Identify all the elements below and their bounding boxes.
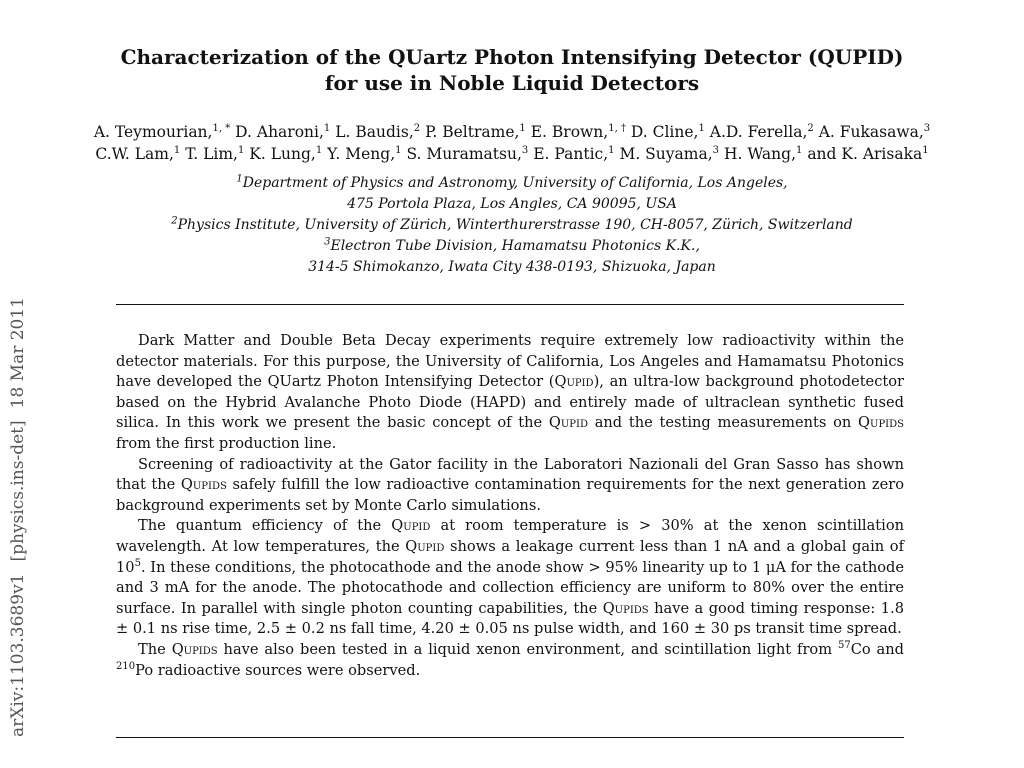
affiliation-1-marker: 1 [236,173,243,185]
author [724,145,802,163]
author-name: and K. Arisaka [807,145,923,163]
arxiv-id[interactable]: arXiv:1103.3689v1 [8,573,28,737]
author [619,145,719,163]
author-name: H. Wang, [723,145,796,163]
author-affiliation-marker: 1 [173,144,181,156]
author-affiliation-marker: 1 [395,144,402,156]
arxiv-sidebar-stamp [8,297,28,737]
author-affiliation-marker: 3 [923,122,931,134]
abstract-paragraph-2 [116,455,904,517]
abstract-p1-text: Dark Matter and Double Beta Decay experiments require extremely low radioactivity within the detector materials. For this purpose, the University of California, Los Angeles and Hamamatsu Photonics have developed the QUartz Photon Intensifying Detector ( [116,332,904,391]
author-name: A. Teymourian, [93,123,213,141]
abstract-p2-text-b: safely fulfill the low radioactive contamination requirements for the next generation zero background experiments set by Monte Carlo simulations. [116,476,904,514]
author [95,145,180,163]
abstract-paragraph-4 [116,640,904,681]
arxiv-date: 18 Mar 2011 [8,297,28,409]
isotope-mass-co: 57 [837,640,851,652]
author-name: E. Pantic, [533,145,609,163]
author-affiliation-marker: 1, * [212,122,231,134]
abstract-p1-text-c: and the testing measurements on [587,414,859,432]
author-name: D. Aharoni, [235,123,324,141]
author [710,123,814,141]
affiliation-1-line-2: 475 Portola Plaza, Los Angles, CA 90095, USA [347,196,677,212]
author-name: A. Fukasawa, [818,123,924,141]
abstract-p3-text-c: shows a leakage current less than 1 nA and a global gain of 10 [116,537,904,576]
abstract-p1-text-d: from the first production line. [116,434,337,452]
bottom-rule [116,737,904,738]
abstract-p3-text-d: . In these conditions, the photocathode and the anode show > 95% linearity up to 1 μA for the cathode and 3 mA for the anode. The photocathode and collection efficiency are uniform to 80% over the entire surface. In parallel with single photon counting capabilities, the [116,558,904,617]
author-name: C.W. Lam, [95,145,174,163]
author-name: S. Muramatsu, [406,145,522,163]
affiliation-3-line-1 [0,236,1024,257]
qupid-term: Qupid [391,517,431,535]
qupid-term: Qupids [180,476,227,494]
qupid-term: Qupids [602,599,649,617]
author [185,145,244,163]
author-affiliation-marker: 1 [796,144,803,156]
author [807,145,928,163]
qupid-term: Qupids [171,640,218,658]
affiliation-1-line-1 [0,173,1024,194]
author-list [0,121,1024,165]
author-affiliation-marker: 1 [237,144,245,156]
author [425,123,526,141]
abstract [116,331,904,681]
author [533,145,614,163]
abstract-p4-text: The [138,640,172,658]
qupid-term: Qupid [405,537,445,555]
author-name: Y. Meng, [327,145,396,163]
abstract-p2-text: Screening of radioactivity at the Gator facility in the Laboratori Nazionali del Gran Sasso has shown that the [116,455,904,494]
gain-exponent: 5 [134,557,141,569]
affiliation-2-text: Physics Institute, University of Zürich, Winterthurerstrasse 190, CH-8057, Zürich, Switzerland [177,217,853,233]
affiliation-2-marker: 2 [171,215,178,227]
paper-title-line-1: Characterization of the QUartz Photon Intensifying Detector (QUPID) [120,45,904,69]
affiliation-3-text: Electron Tube Division, Hamamatsu Photonics K.K., [330,238,700,254]
abstract-p4-text-d: Po radioactive sources were observed. [135,661,421,679]
author [235,123,330,141]
author-affiliation-marker: 1 [315,144,323,156]
author-name: T. Lim, [185,145,238,163]
author-affiliation-marker: 1 [922,144,929,156]
abstract-p3-text-e: have a good timing response: 1.8 ± 0.1 ns rise time, 2.5 ± 0.2 ns fall time, 4.20 ± 0.05 ns pulse width, and 160 ± 30 ps transit time spread. [116,599,904,638]
isotope-mass-po: 210 [116,660,136,672]
author [94,123,230,141]
arxiv-category: [physics.ins-det] [8,420,28,562]
author [327,145,401,163]
author-affiliation-marker: 1 [323,122,331,134]
author-name: P. Beltrame, [425,123,520,141]
author-name: E. Brown, [530,123,609,141]
author [249,145,322,163]
qupid-term: Qupid [554,373,594,391]
author-affiliation-marker: 2 [413,122,421,134]
affiliation-3-marker: 3 [324,236,331,248]
author-affiliation-marker: 3 [521,144,529,156]
author-affiliation-marker: 1 [608,144,615,156]
abstract-p3-text-b: at room temperature is > 30% at the xenon scintillation wavelength. At low temperatures, the [116,517,905,555]
author-affiliation-marker: 1 [519,122,526,134]
abstract-p1-text-b: ), an ultra-low background photodetector based on the Hybrid Avalanche Photo Diode (HAPD) and entirely made of ultraclean synthetic fused silica. In this work we present the basic concept of the [116,373,904,432]
author-affiliation-marker: 1 [698,122,705,134]
author-name: K. Lung, [249,145,316,163]
abstract-paragraph-3 [116,516,904,640]
affiliation-2 [0,215,1024,236]
author [819,123,930,141]
author [631,123,705,141]
abstract-p4-text-b: have also been tested in a liquid xenon environment, and scintillation light from [217,640,838,658]
affiliation-3-line-2: 314-5 Shimokanzo, Iwata City 438-0193, Shizuoka, Japan [308,259,716,275]
affiliation-1-text: Department of Physics and Astronomy, University of California, Los Angeles, [242,175,788,191]
author [335,123,420,141]
qupid-term: Qupids [858,414,904,432]
qupid-term: Qupid [548,414,588,432]
author-name: L. Baudis, [335,123,414,141]
abstract-paragraph-1 [116,331,904,455]
author-name: A.D. Ferella, [709,123,808,141]
abstract-p3-text: The quantum efficiency of the [138,517,392,535]
author-name: M. Suyama, [619,145,713,163]
author-affiliation-marker: 3 [712,144,720,156]
author [406,145,528,163]
paper-title-line-2: for use in Noble Liquid Detectors [324,71,700,95]
abstract-p4-text-c: Co and [850,640,904,658]
author [531,123,626,141]
author-affiliation-marker: 1, † [608,122,626,134]
top-rule [116,304,904,305]
author-name: D. Cline, [630,123,699,141]
author-affiliation-marker: 2 [807,122,814,134]
